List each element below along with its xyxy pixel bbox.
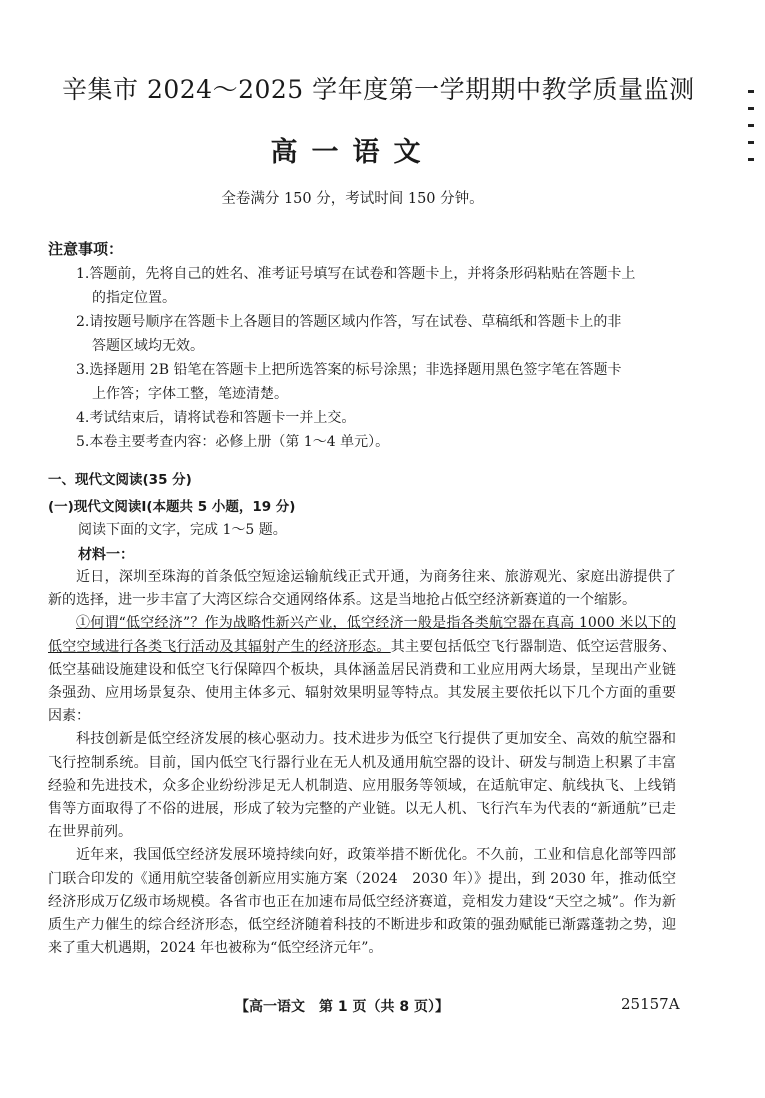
edge-mark — [748, 107, 754, 110]
underlined-sentence: ①何谓“低空经济”？作为战略性新兴产业，低空经济一般是指各类航空器在真高 1000 米以下的低空空域进行各类飞行活动及其辐射产生的经济形态。 — [48, 615, 676, 655]
exam-title: 辛集市 2024～2025 学年度第一学期期中教学质量监测 — [62, 75, 695, 104]
note-item — [76, 262, 676, 310]
note-line: 的指定位置。 — [92, 290, 176, 306]
note-line: 2.请按题号顺序在答题卡上各题目的答题区域内作答，写在试卷、草稿纸和答题卡上的非 — [76, 314, 622, 330]
note-line: 答题区域均无效。 — [92, 338, 204, 354]
subject-title: 高一语文 — [270, 137, 435, 168]
page-footer: 【高一语文 第 1 页（共 8 页）】 — [235, 999, 449, 1015]
notes-heading: 注意事项： — [48, 240, 124, 258]
section-title: 一、现代文阅读(35 分) — [48, 472, 192, 488]
exam-meta: 全卷满分 150 分，考试时间 150 分钟。 — [221, 191, 484, 207]
passage-paragraph: 科技创新是低空经济发展的核心驱动力。技术进步为低空飞行提供了更加安全、高效的航空器和飞行控制系统。目前，国内低空飞行器行业在无人机及通用航空器的设计、研发与制造上积累了丰富经验和先进技术，众多企业纷纷涉足无人机制造、应用服务等领域，在适航审定、航线执飞、上线销售等方面取得了不俗的进展，形成了较为完整的产业链。以无人机、飞行汽车为代表的“新通航”已走在世界前列。 — [48, 731, 676, 841]
edge-mark — [748, 90, 754, 93]
note-line: 3.选择题用 2B 铅笔在答题卡上把所选答案的标号涂黑；非选择题用黑色签字笔在答题卡 — [76, 362, 622, 378]
note-item — [76, 406, 676, 430]
note-line: 1.答题前，先将自己的姓名、准考证号填写在试卷和答题卡上，并将条形码粘贴在答题卡上 — [76, 266, 636, 282]
edge-mark — [748, 158, 754, 161]
note-line: 上作答；字体工整，笔迹清楚。 — [92, 386, 288, 402]
note-item — [76, 310, 676, 358]
notes-list — [76, 262, 676, 454]
passage-paragraph: 近年来，我国低空经济发展环境持续向好，政策举措不断优化。不久前，工业和信息化部等四部门联合印发的《通用航空装备创新应用实施方案（2024 2030 年）》提出，到 2030 年，推动低空经济形成万亿级市场规模。各省市也正在加速布局低空经济赛道，竞相发力建设“天空之城”。作为新质生产力催生的综合经济形态，低空经济随着科技的不断进步和政策的强劲赋能已渐露蓬勃之势，迎来了重大机遇期，2024 年也被称为“低空经济元年”。 — [48, 847, 676, 957]
edge-mark — [748, 141, 754, 144]
subsection-title: (一)现代文阅读Ⅰ(本题共 5 小题，19 分) — [48, 499, 296, 515]
note-line: 4.考试结束后，请将试卷和答题卡一并上交。 — [76, 410, 356, 426]
note-item — [76, 430, 676, 454]
paragraph-rest: 其主要包括低空飞行器制造、低空运营服务、低空基础设施建设和低空飞行保障四个板块，具体涵盖居民消费和工业应用两大场景，呈现出产业链条强劲、应用场景复杂、使用主体多元、辐射效果明显等特点。其发展主要依托以下几个方面的重要因素： — [48, 638, 677, 725]
note-line: 5.本卷主要考查内容：必修上册（第 1～4 单元）。 — [76, 434, 390, 450]
binding-edge-marks — [748, 90, 762, 175]
reading-passage — [48, 566, 676, 960]
note-item — [76, 358, 676, 406]
passage-paragraph: 近日，深圳至珠海的首条低空短途运输航线正式开通，为商务往来、旅游观光、家庭出游提供了新的选择，进一步丰富了大湾区综合交通网络体系。这是当地抢占低空经济新赛道的一个缩影。 — [48, 569, 676, 609]
reading-instruction: 阅读下面的文字，完成 1～5 题。 — [78, 522, 287, 538]
paper-code: 25157A — [621, 995, 680, 1013]
edge-mark — [748, 124, 754, 127]
material-label: 材料一： — [78, 547, 134, 563]
passage-paragraph — [48, 612, 676, 728]
